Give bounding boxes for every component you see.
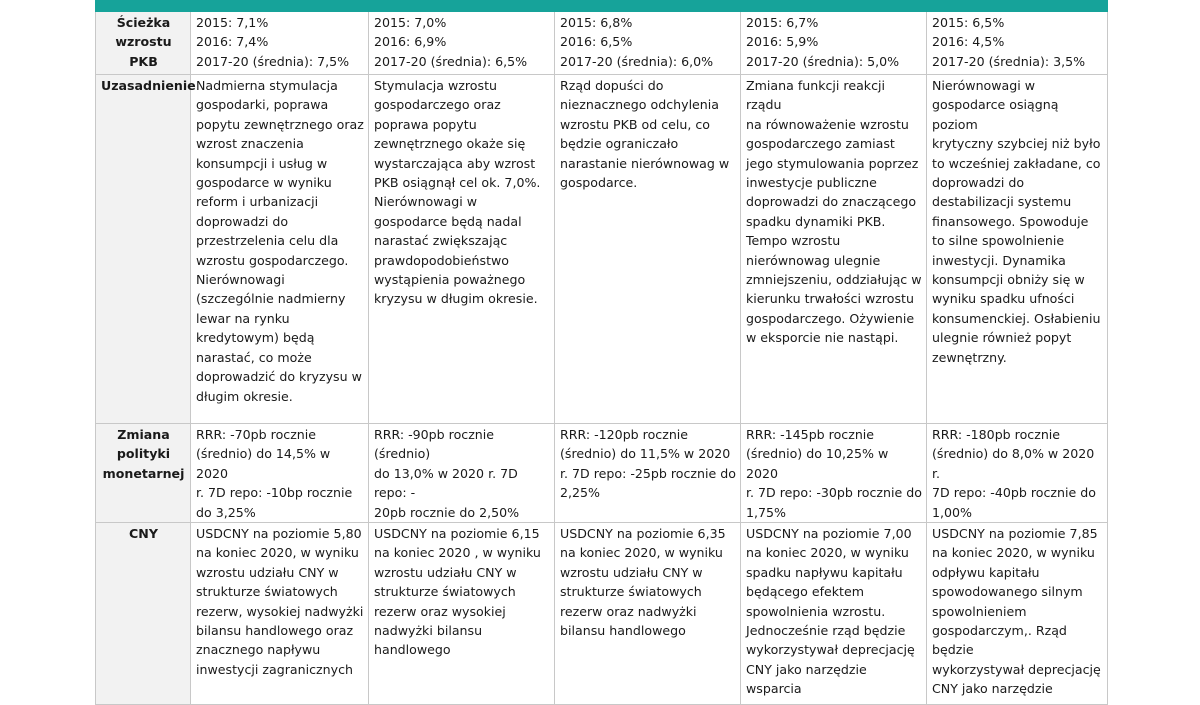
monetary-policy-cell: RRR: -70pb rocznie (średnio) do 14,5% w 2020 r. 7D repo: -10bp rocznie do 3,25% — [191, 424, 369, 523]
scenario-table — [95, 0, 1108, 705]
gdp-path-cell: 2015: 7,0% 2016: 6,9% 2017-20 (średnia): 6,5% — [369, 12, 555, 75]
header-cell — [369, 1, 555, 12]
cny-cell: USDCNY na poziomie 5,80 na koniec 2020, w wyniku wzrostu udziału CNY w strukturze światowych rezerw, wysokiej nadwyżki bilansu handlowego oraz znacznego napływu inwestycji zagranicznych — [191, 523, 369, 705]
table-row-cny — [96, 523, 1108, 705]
header-cell — [927, 1, 1108, 12]
monetary-policy-cell: RRR: -120pb rocznie (średnio) do 11,5% w 2020 r. 7D repo: -25pb rocznie do 2,25% — [555, 424, 741, 523]
gdp-path-cell: 2015: 6,8% 2016: 6,5% 2017-20 (średnia): 6,0% — [555, 12, 741, 75]
row-label-cny: CNY — [96, 523, 191, 705]
justification-cell: Stymulacja wzrostu gospodarczego oraz poprawa popytu zewnętrznego okaże się wystarczająca aby wzrost PKB osiągnął cel ok. 7,0%. Nierównowagi w gospodarce będą nadal narastać zwiększając prawdopodobieństwo wystąpienia poważnego kryzysu w długim okresie. — [369, 75, 555, 424]
cny-cell: USDCNY na poziomie 6,35 na koniec 2020, w wyniku wzrostu udziału CNY w strukturze światowych rezerw oraz nadwyżki bilansu handlowego — [555, 523, 741, 705]
cny-cell: USDCNY na poziomie 7,85 na koniec 2020, w wyniku odpływu kapitału spowodowanego silnym spowolnieniem gospodarczym,. Rząd będzie wykorzystywał deprecjację CNY jako narzędzie — [927, 523, 1108, 705]
gdp-path-cell: 2015: 6,7% 2016: 5,9% 2017-20 (średnia): 5,0% — [741, 12, 927, 75]
justification-cell: Zmiana funkcji reakcji rządu na równoważenie wzrostu gospodarczego zamiast jego stymulowania poprzez inwestycje publiczne doprowadzi do znaczącego spadku dynamiki PKB. Tempo wzrostu nierównowag ulegnie zmniejszeniu, oddziałując w kierunku trwałości wzrostu gospodarczego. Ożywienie w eksporcie nie nastąpi. — [741, 75, 927, 424]
header-cell — [741, 1, 927, 12]
row-label-gdp-path: Ścieżka wzrostu PKB — [96, 12, 191, 75]
header-cell — [555, 1, 741, 12]
monetary-policy-cell: RRR: -180pb rocznie (średnio) do 8,0% w 2020 r. 7D repo: -40pb rocznie do 1,00% — [927, 424, 1108, 523]
gdp-path-cell: 2015: 7,1% 2016: 7,4% 2017-20 (średnia): 7,5% — [191, 12, 369, 75]
justification-cell: Nierównowagi w gospodarce osiągną poziom krytyczny szybciej niż było to wcześniej zakładane, co doprowadzi do destabilizacji systemu finansowego. Spowoduje to silne spowolnienie inwestycji. Dynamika konsumpcji obniży się w wyniku spadku ufności konsumenckiej. Osłabieniu ulegnie również popyt zewnętrzny. — [927, 75, 1108, 424]
table-header-band — [96, 1, 1108, 12]
table-row-gdp-path — [96, 12, 1108, 75]
cny-cell: USDCNY na poziomie 6,15 na koniec 2020 , w wyniku wzrostu udziału CNY w strukturze światowych rezerw oraz wysokiej nadwyżki bilansu handlowego — [369, 523, 555, 705]
monetary-policy-cell: RRR: -90pb rocznie (średnio) do 13,0% w 2020 r. 7D repo: - 20pb rocznie do 2,50% — [369, 424, 555, 523]
row-label-justification: Uzasadnienie — [96, 75, 191, 424]
table-row-monetary-policy — [96, 424, 1108, 523]
justification-cell: Nadmierna stymulacja gospodarki, poprawa popytu zewnętrznego oraz wzrost znaczenia konsumpcji i usług w gospodarce w wyniku reform i urbanizacji doprowadzi do przestrzelenia celu dla wzrostu gospodarczego. Nierównowagi (szczególnie nadmierny lewar na rynku kredytowym) będą narastać, co może doprowadzić do kryzysu w długim okresie. — [191, 75, 369, 424]
header-cell — [96, 1, 191, 12]
header-cell — [191, 1, 369, 12]
cny-cell: USDCNY na poziomie 7,00 na koniec 2020, w wyniku spadku napływu kapitału będącego efektem spowolnienia wzrostu. Jednocześnie rząd będzie wykorzystywał deprecjację CNY jako narzędzie wsparcia — [741, 523, 927, 705]
justification-cell: Rząd dopuści do nieznacznego odchylenia wzrostu PKB od celu, co będzie ograniczało narastanie nierównowag w gospodarce. — [555, 75, 741, 424]
table-row-justification — [96, 75, 1108, 424]
monetary-policy-cell: RRR: -145pb rocznie (średnio) do 10,25% w 2020 r. 7D repo: -30pb rocznie do 1,75% — [741, 424, 927, 523]
gdp-path-cell: 2015: 6,5% 2016: 4,5% 2017-20 (średnia): 3,5% — [927, 12, 1108, 75]
row-label-monetary-policy: Zmiana polityki monetarnej — [96, 424, 191, 523]
